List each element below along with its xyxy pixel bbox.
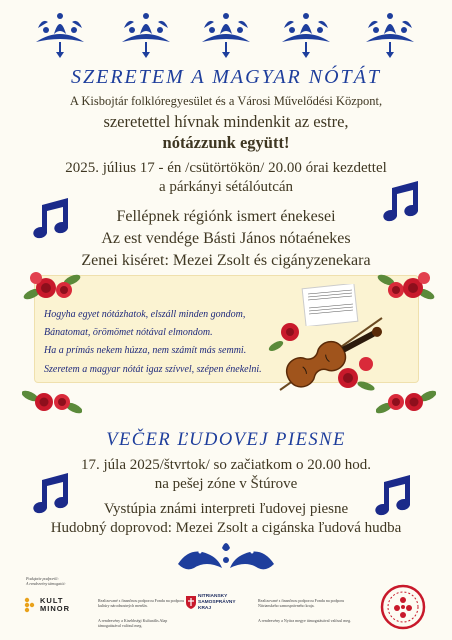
hungarian-performers: Fellépnek régiónk ismert énekesei xyxy=(116,208,336,225)
slovak-datetime: 17. júla 2025/štvrtok/ so začiatkom o 20.00 hod. xyxy=(81,457,371,473)
hungarian-guest: Az est vendége Básti János nótaénekes xyxy=(101,230,351,247)
invite-text: szeretettel hívnak mindenkit az estre, xyxy=(103,112,349,131)
hungarian-music: Zenei kiséret: Mezei Zsolt és cigányzenekara xyxy=(81,252,371,269)
hungarian-venue: a párkányi sétálóutcán xyxy=(158,179,294,195)
seal-icon xyxy=(380,584,426,630)
fund-note-kultminor-hu: A rendezvény a Kisebbségi Kulturális Alap támogatásával valósul meg. xyxy=(98,618,168,628)
violin-icon xyxy=(262,300,392,398)
poem-line: Hogyha egyet nótázhatok, elszáll minden gondom, xyxy=(44,309,246,320)
kult-minor-logo-icon xyxy=(24,597,38,613)
poem-line: Szeretem a magyar nótát igaz szívvel, szépen énekelni. xyxy=(44,364,262,375)
coat-of-arms-icon xyxy=(186,596,196,609)
hungarian-datetime: 2025. július 17 - én /csütörtökön/ 20.00 órai kezdettel xyxy=(65,160,387,176)
folk-ornament-icon xyxy=(0,8,452,60)
slovak-venue: na pešej zóne v Štúrove xyxy=(154,476,298,492)
poem-line: Bánatomat, örömömet nótával elmondom. xyxy=(44,327,213,338)
support-label: Podujatie podporili: A rendezvény támogatói: xyxy=(26,576,66,586)
rose-icon xyxy=(22,268,82,306)
music-note-icon xyxy=(30,195,74,241)
fund-note-nitra-hu: A rendezvény a Nyitra megye támogatásával valósul meg. xyxy=(258,618,352,623)
slovak-title: VEČER ĽUDOVEJ PIESNE xyxy=(106,430,346,450)
kult-minor-logo: KULT MINOR xyxy=(40,596,70,613)
music-note-icon xyxy=(380,178,424,224)
organizers-text: A Kisbojtár folklóregyesület és a Városi Művelődési Központ, xyxy=(69,94,383,108)
fund-note-kultminor-sk: Realizované s finančnou podporou Fondu na podporu kultúry národnostných menšín. xyxy=(98,598,184,608)
callout-text: nótázzunk együtt! xyxy=(162,133,290,152)
slovak-performers: Vystúpia známi interpreti ľudovej piesne xyxy=(103,501,349,517)
fund-note-nitra-sk: Realizované s finančnou podporou Fondu na podporu Nitrianskeho samosprávneho kraja. xyxy=(258,598,344,608)
nitra-region-logo: NITRIANSKY SAMOSPRÁVNY KRAJ xyxy=(198,594,236,611)
hungarian-title: SZERETEM A MAGYAR NÓTÁT xyxy=(71,66,381,88)
slovak-music: Hudobný doprovod: Mezei Zsolt a cigánska ľudová hudba xyxy=(50,520,402,536)
poem-line: Ha a prímás nekem húzza, nem számít más semmi. xyxy=(44,345,247,356)
folk-birds-icon xyxy=(172,538,280,576)
rose-icon xyxy=(22,384,82,420)
